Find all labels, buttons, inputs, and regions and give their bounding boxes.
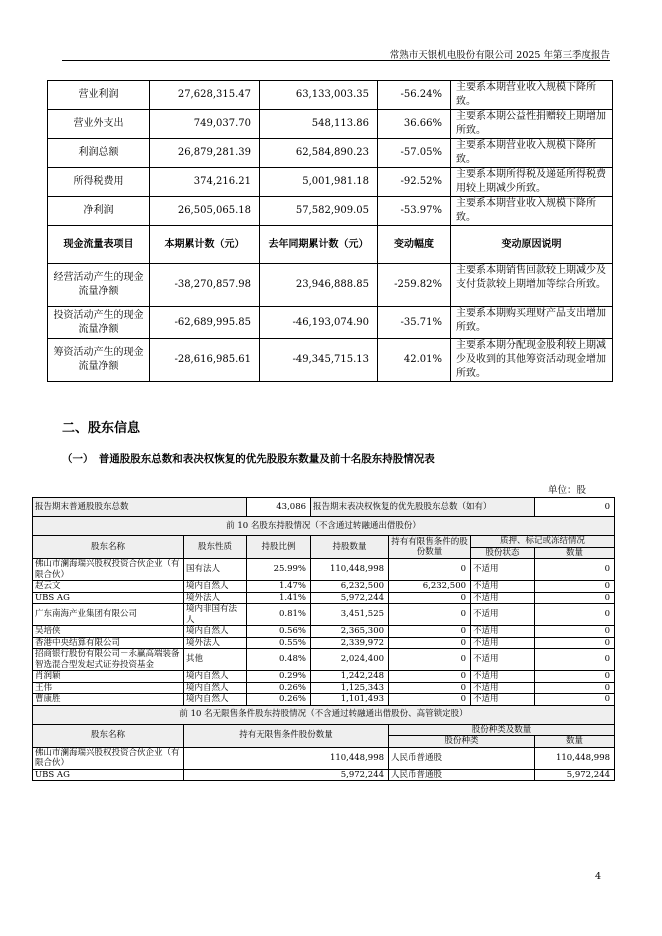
shareholder-nature: 境内自然人 xyxy=(184,581,247,593)
uth-count: 持有无限售条件股份数量 xyxy=(184,724,389,747)
section-title: 二、股东信息 xyxy=(62,421,141,436)
pref-value: 0 xyxy=(535,498,615,517)
shareholder-row xyxy=(33,559,615,581)
shareholder-count: 1,101,493 xyxy=(311,694,389,706)
shareholder-name: 王伟 xyxy=(33,682,184,694)
income-row xyxy=(48,81,613,110)
row-change: -53.97% xyxy=(378,197,451,226)
unrestricted-qty: 5,972,244 xyxy=(535,769,615,781)
shareholder-restricted: 0 xyxy=(389,559,471,581)
income-row xyxy=(48,110,613,139)
row-prior: 23,946,888.85 xyxy=(260,264,378,307)
shareholder-qty: 0 xyxy=(535,559,615,581)
total-value: 43,086 xyxy=(247,498,311,517)
shareholder-restricted: 0 xyxy=(389,637,471,649)
header-item: 现金流量表项目 xyxy=(48,226,150,264)
shareholder-ratio: 0.55% xyxy=(247,637,311,649)
subsection-title: （一） 普通股股东总数和表决权恢复的优先股股东数量及前十名股东持股情况表 xyxy=(62,453,435,465)
shareholder-ratio: 1.47% xyxy=(247,581,311,593)
row-prior: 57,582,909.05 xyxy=(260,197,378,226)
shareholder-row xyxy=(33,671,615,683)
shareholder-count: 3,451,525 xyxy=(311,604,389,626)
shareholder-qty: 0 xyxy=(535,637,615,649)
shareholder-qty: 0 xyxy=(535,581,615,593)
shareholder-ratio: 0.56% xyxy=(247,626,311,638)
shareholder-name: 广东南海产业集团有限公司 xyxy=(33,604,184,626)
unrestricted-qty: 110,448,998 xyxy=(535,747,615,769)
header-change: 变动幅度 xyxy=(378,226,451,264)
shareholder-status: 不适用 xyxy=(471,694,535,706)
shareholder-restricted: 0 xyxy=(389,671,471,683)
row-reason: 主要系本期营业收入规模下降所致。 xyxy=(451,81,613,110)
uth-type-group: 股份种类及数量 xyxy=(389,724,615,736)
shareholder-table xyxy=(32,497,615,781)
uth-qty: 数量 xyxy=(535,736,615,748)
shareholder-name: 香港中央结算有限公司 xyxy=(33,637,184,649)
shareholder-status: 不适用 xyxy=(471,671,535,683)
shareholder-row xyxy=(33,626,615,638)
shareholder-status: 不适用 xyxy=(471,581,535,593)
unit-label: 单位：股 xyxy=(548,485,587,496)
total-shareholders-row xyxy=(33,498,615,517)
row-current: 26,505,065.18 xyxy=(150,197,260,226)
row-current: 27,628,315.47 xyxy=(150,81,260,110)
row-item: 经营活动产生的现金流量净额 xyxy=(48,264,150,307)
shareholder-name: UBS AG xyxy=(33,592,184,604)
page-header: 常熟市天银机电股份有限公司 2025 年第三季度报告 xyxy=(389,50,610,61)
row-change: 42.01% xyxy=(378,339,451,382)
row-change: -92.52% xyxy=(378,168,451,197)
shareholder-restricted: 6,232,500 xyxy=(389,581,471,593)
row-reason: 主要系本期营业收入规模下降所致。 xyxy=(451,197,613,226)
shareholder-row xyxy=(33,637,615,649)
shareholder-name: 赵云文 xyxy=(33,581,184,593)
shareholder-restricted: 0 xyxy=(389,626,471,638)
unrestricted-title: 前 10 名无限售条件股东持股情况（不含通过转融通出借股份、高管锁定股） xyxy=(33,705,615,724)
shareholder-status: 不适用 xyxy=(471,626,535,638)
shareholder-qty: 0 xyxy=(535,649,615,671)
th-name: 股东名称 xyxy=(33,536,184,559)
shareholder-nature: 境内非国有法人 xyxy=(184,604,247,626)
row-item: 筹资活动产生的现金流量净额 xyxy=(48,339,150,382)
uth-name: 股东名称 xyxy=(33,724,184,747)
row-item: 所得税费用 xyxy=(48,168,150,197)
income-row xyxy=(48,139,613,168)
shareholder-row xyxy=(33,592,615,604)
uth-type: 股份种类 xyxy=(389,736,535,748)
shareholder-qty: 0 xyxy=(535,592,615,604)
cashflow-row xyxy=(48,307,613,339)
shareholder-ratio: 25.99% xyxy=(247,559,311,581)
top10-rows xyxy=(33,559,615,706)
th-restricted: 持有有限售条件的股份数量 xyxy=(389,536,471,559)
th-ratio: 持股比例 xyxy=(247,536,311,559)
row-current: 26,879,281.39 xyxy=(150,139,260,168)
row-reason: 主要系本期公益性捐赠较上期增加所致。 xyxy=(451,110,613,139)
shareholder-ratio: 0.29% xyxy=(247,671,311,683)
top10-title: 前 10 名股东持股情况（不含通过转融通出借股份） xyxy=(33,517,615,536)
cashflow-row xyxy=(48,264,613,307)
income-statement-rows xyxy=(48,81,613,226)
row-reason: 主要系本期营业收入规模下降所致。 xyxy=(451,139,613,168)
shareholder-name: 佛山市澜海瑞兴股权投资合伙企业（有限合伙） xyxy=(33,559,184,581)
header-prior: 去年同期累计数（元） xyxy=(260,226,378,264)
row-item: 利润总额 xyxy=(48,139,150,168)
row-reason: 主要系本期所得税及递延所得税费用较上期减少所致。 xyxy=(451,168,613,197)
shareholder-count: 1,125,343 xyxy=(311,682,389,694)
unrestricted-header-row xyxy=(33,724,615,736)
shareholder-name: 肖润颖 xyxy=(33,671,184,683)
unrestricted-title-row xyxy=(33,705,615,724)
th-qty: 数量 xyxy=(535,547,615,559)
shareholder-nature: 境内自然人 xyxy=(184,671,247,683)
shareholder-count: 6,232,500 xyxy=(311,581,389,593)
shareholder-nature: 国有法人 xyxy=(184,559,247,581)
row-change: 36.66% xyxy=(378,110,451,139)
row-change: -35.71% xyxy=(378,307,451,339)
shareholder-row xyxy=(33,581,615,593)
shareholder-row xyxy=(33,604,615,626)
shareholder-nature: 境外法人 xyxy=(184,592,247,604)
cashflow-header-row xyxy=(48,226,613,264)
th-pledge: 质押、标记或冻结情况 xyxy=(471,536,615,548)
row-change: -259.82% xyxy=(378,264,451,307)
row-current: -28,616,985.61 xyxy=(150,339,260,382)
unrestricted-count: 5,972,244 xyxy=(184,769,389,781)
unrestricted-type: 人民币普通股 xyxy=(389,769,535,781)
row-current: 749,037.70 xyxy=(150,110,260,139)
shareholder-name: 曹康胜 xyxy=(33,694,184,706)
shareholder-ratio: 0.26% xyxy=(247,682,311,694)
shareholder-restricted: 0 xyxy=(389,682,471,694)
shareholder-nature: 境内自然人 xyxy=(184,694,247,706)
shareholder-row xyxy=(33,649,615,671)
shareholder-restricted: 0 xyxy=(389,592,471,604)
page-number: 4 xyxy=(595,871,602,882)
shareholder-name: 招商银行股份有限公司－永赢高端装备智选混合型发起式证券投资基金 xyxy=(33,649,184,671)
th-status: 股份状态 xyxy=(471,547,535,559)
shareholder-count: 110,448,998 xyxy=(311,559,389,581)
shareholder-ratio: 0.81% xyxy=(247,604,311,626)
row-reason: 主要系本期分配现金股利较上期减少及收到的其他筹资活动现金增加所致。 xyxy=(451,339,613,382)
income-row xyxy=(48,197,613,226)
total-label: 报告期末普通股股东总数 xyxy=(33,498,247,517)
shareholder-count: 2,339,972 xyxy=(311,637,389,649)
unrestricted-rows xyxy=(33,747,615,781)
row-change: -57.05% xyxy=(378,139,451,168)
row-item: 净利润 xyxy=(48,197,150,226)
shareholder-qty: 0 xyxy=(535,604,615,626)
shareholder-nature: 境内自然人 xyxy=(184,626,247,638)
pref-label: 报告期末表决权恢复的优先股股东总数（如有） xyxy=(311,498,535,517)
shareholder-nature: 境外法人 xyxy=(184,637,247,649)
income-row xyxy=(48,168,613,197)
row-reason: 主要系本期购买理财产品支出增加所致。 xyxy=(451,307,613,339)
row-prior: 62,584,890.23 xyxy=(260,139,378,168)
unrestricted-count: 110,448,998 xyxy=(184,747,389,769)
shareholder-qty: 0 xyxy=(535,671,615,683)
shareholder-restricted: 0 xyxy=(389,694,471,706)
row-item: 营业利润 xyxy=(48,81,150,110)
shareholder-status: 不适用 xyxy=(471,649,535,671)
shareholder-status: 不适用 xyxy=(471,637,535,649)
row-current: -38,270,857.98 xyxy=(150,264,260,307)
shareholder-count: 2,365,300 xyxy=(311,626,389,638)
shareholder-row xyxy=(33,682,615,694)
row-current: 374,216.21 xyxy=(150,168,260,197)
shareholder-restricted: 0 xyxy=(389,649,471,671)
shareholder-status: 不适用 xyxy=(471,682,535,694)
row-item: 投资活动产生的现金流量净额 xyxy=(48,307,150,339)
row-prior: 5,001,981.18 xyxy=(260,168,378,197)
shareholder-ratio: 0.26% xyxy=(247,694,311,706)
row-item: 营业外支出 xyxy=(48,110,150,139)
shareholder-status: 不适用 xyxy=(471,592,535,604)
shareholder-row xyxy=(33,694,615,706)
shareholder-qty: 0 xyxy=(535,682,615,694)
row-prior: 548,113.86 xyxy=(260,110,378,139)
row-reason: 主要系本期销售回款较上期减少及支付货款较上期增加等综合所致。 xyxy=(451,264,613,307)
shareholder-restricted: 0 xyxy=(389,604,471,626)
unrestricted-name: UBS AG xyxy=(33,769,184,781)
shareholder-ratio: 0.48% xyxy=(247,649,311,671)
shareholder-nature: 境内自然人 xyxy=(184,682,247,694)
shareholder-count: 5,972,244 xyxy=(311,592,389,604)
shareholder-ratio: 1.41% xyxy=(247,592,311,604)
row-prior: -49,345,715.13 xyxy=(260,339,378,382)
unrestricted-row xyxy=(33,747,615,769)
header-current: 本期累计数（元） xyxy=(150,226,260,264)
th-nature: 股东性质 xyxy=(184,536,247,559)
shareholder-qty: 0 xyxy=(535,694,615,706)
unrestricted-type: 人民币普通股 xyxy=(389,747,535,769)
cashflow-row xyxy=(48,339,613,382)
header-reason: 变动原因说明 xyxy=(451,226,613,264)
shareholder-status: 不适用 xyxy=(471,604,535,626)
unrestricted-name: 佛山市澜海瑞兴股权投资合伙企业（有限合伙） xyxy=(33,747,184,769)
header-divider xyxy=(62,60,610,61)
row-prior: 63,133,003.35 xyxy=(260,81,378,110)
shareholder-qty: 0 xyxy=(535,626,615,638)
shareholder-count: 2,024,400 xyxy=(311,649,389,671)
th-count: 持股数量 xyxy=(311,536,389,559)
shareholder-count: 1,242,248 xyxy=(311,671,389,683)
shareholder-status: 不适用 xyxy=(471,559,535,581)
row-current: -62,689,995.85 xyxy=(150,307,260,339)
cashflow-rows xyxy=(48,264,613,382)
financial-change-table xyxy=(47,80,613,382)
row-change: -56.24% xyxy=(378,81,451,110)
row-prior: -46,193,074.90 xyxy=(260,307,378,339)
shareholder-nature: 其他 xyxy=(184,649,247,671)
top10-title-row xyxy=(33,517,615,536)
shareholder-name: 吴培侠 xyxy=(33,626,184,638)
unrestricted-row xyxy=(33,769,615,781)
top10-header-row xyxy=(33,536,615,548)
